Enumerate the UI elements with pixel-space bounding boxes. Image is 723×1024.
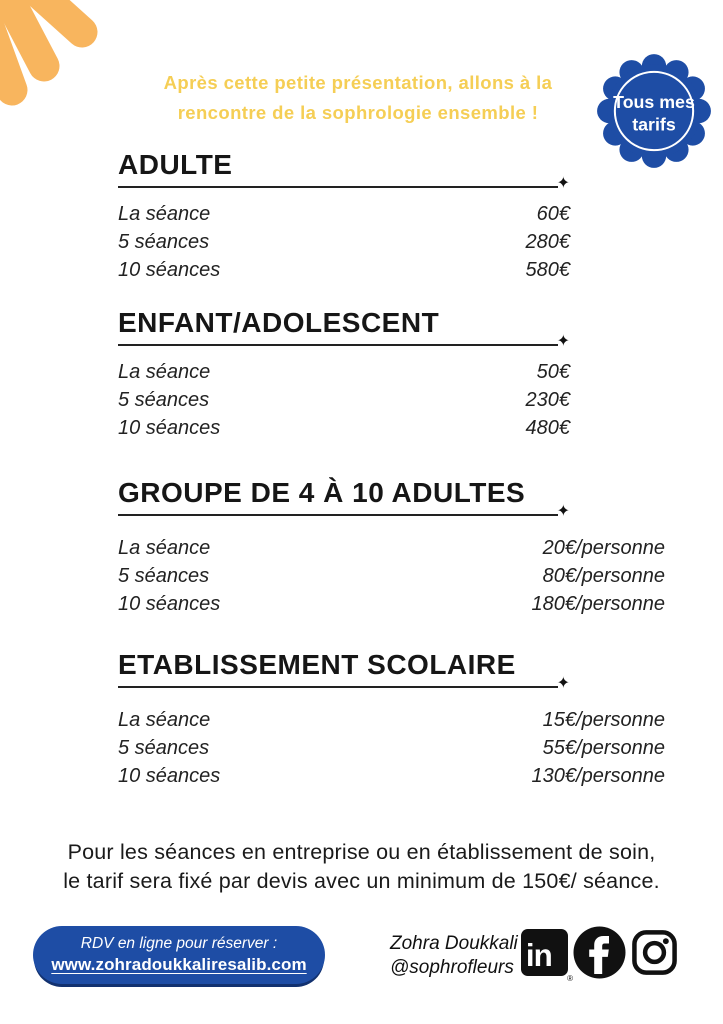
note-line-2: le tarif sera fixé par devis avec un minimum de 150€/ séance. xyxy=(63,868,660,893)
price-row xyxy=(118,534,665,562)
section-title: ETABLISSEMENT SCOLAIRE xyxy=(118,649,516,680)
section-divider xyxy=(118,175,570,192)
section-adulte xyxy=(118,148,570,284)
price-row xyxy=(118,228,570,256)
price-row xyxy=(118,562,665,590)
owner-info xyxy=(390,932,518,980)
section-divider xyxy=(118,333,570,350)
sparkle-icon: ✦ xyxy=(556,333,570,350)
section-divider xyxy=(118,675,570,692)
instagram-icon[interactable] xyxy=(631,929,678,981)
price-row xyxy=(118,706,665,734)
price-label: 5 séances xyxy=(118,230,210,253)
price-label: 10 séances xyxy=(118,592,221,615)
badge-text-line-1: Tous mes xyxy=(613,91,695,112)
sparkle-icon: ✦ xyxy=(556,675,570,692)
price-label: 10 séances xyxy=(118,416,221,439)
price-row xyxy=(118,200,570,228)
price-label: 5 séances xyxy=(118,564,210,587)
price-value: 480€ xyxy=(525,416,570,439)
booking-url[interactable]: www.zohradoukkaliresalib.com xyxy=(51,955,307,974)
price-label: La séance xyxy=(118,202,211,225)
tous-mes-tarifs-badge xyxy=(593,50,715,172)
section-enfant-adolescent xyxy=(118,306,570,442)
price-label: La séance xyxy=(118,536,211,559)
owner-handle: @sophrofleurs xyxy=(390,957,514,978)
section-title: ADULTE xyxy=(118,149,233,180)
price-row xyxy=(118,590,665,618)
price-row xyxy=(118,414,570,442)
registered-mark: ® xyxy=(567,974,573,983)
social-icons xyxy=(521,926,678,984)
section-groupe-adultes xyxy=(118,476,665,618)
badge-seal-icon xyxy=(593,50,715,172)
linkedin-icon[interactable] xyxy=(521,929,573,983)
badge-text-line-2: tarifs xyxy=(632,114,676,135)
booking-label: RDV en ligne pour réserver : xyxy=(80,935,278,952)
price-row xyxy=(118,386,570,414)
price-value: 580€ xyxy=(525,258,570,281)
price-row xyxy=(118,256,570,284)
price-row xyxy=(118,762,665,790)
corner-rays-decoration xyxy=(0,0,140,140)
price-label: 10 séances xyxy=(118,764,221,787)
intro-line-2: rencontre de la sophrologie ensemble ! xyxy=(177,102,539,123)
svg-text:in: in xyxy=(525,938,552,974)
section-etablissement-scolaire xyxy=(118,648,665,790)
section-title: GROUPE DE 4 À 10 ADULTES xyxy=(118,477,526,508)
price-value: 55€/personne xyxy=(542,736,665,759)
price-label: La séance xyxy=(118,360,211,383)
intro-text xyxy=(128,68,588,128)
note-line-1: Pour les séances en entreprise ou en établissement de soin, xyxy=(67,839,656,864)
price-value: 80€/personne xyxy=(542,564,665,587)
booking-link-button[interactable] xyxy=(33,926,325,984)
owner-name: Zohra Doukkali xyxy=(390,933,518,954)
price-row xyxy=(118,734,665,762)
sparkle-icon: ✦ xyxy=(556,175,570,192)
price-value: 15€/personne xyxy=(542,708,665,731)
price-value: 180€/personne xyxy=(531,592,665,615)
price-value: 60€ xyxy=(536,202,570,225)
price-label: 10 séances xyxy=(118,258,221,281)
facebook-icon[interactable] xyxy=(573,926,626,984)
price-label: 5 séances xyxy=(118,736,210,759)
price-value: 20€/personne xyxy=(542,536,665,559)
price-value: 50€ xyxy=(536,360,570,383)
section-divider xyxy=(118,503,570,520)
price-row xyxy=(118,358,570,386)
enterprise-note xyxy=(0,838,723,896)
price-value: 130€/personne xyxy=(531,764,665,787)
price-value: 230€ xyxy=(525,388,570,411)
price-label: 5 séances xyxy=(118,388,210,411)
intro-line-1: Après cette petite présentation, allons à la xyxy=(163,72,553,93)
price-label: La séance xyxy=(118,708,211,731)
sparkle-icon: ✦ xyxy=(556,503,570,520)
price-value: 280€ xyxy=(525,230,570,253)
section-title: ENFANT/ADOLESCENT xyxy=(118,307,440,338)
